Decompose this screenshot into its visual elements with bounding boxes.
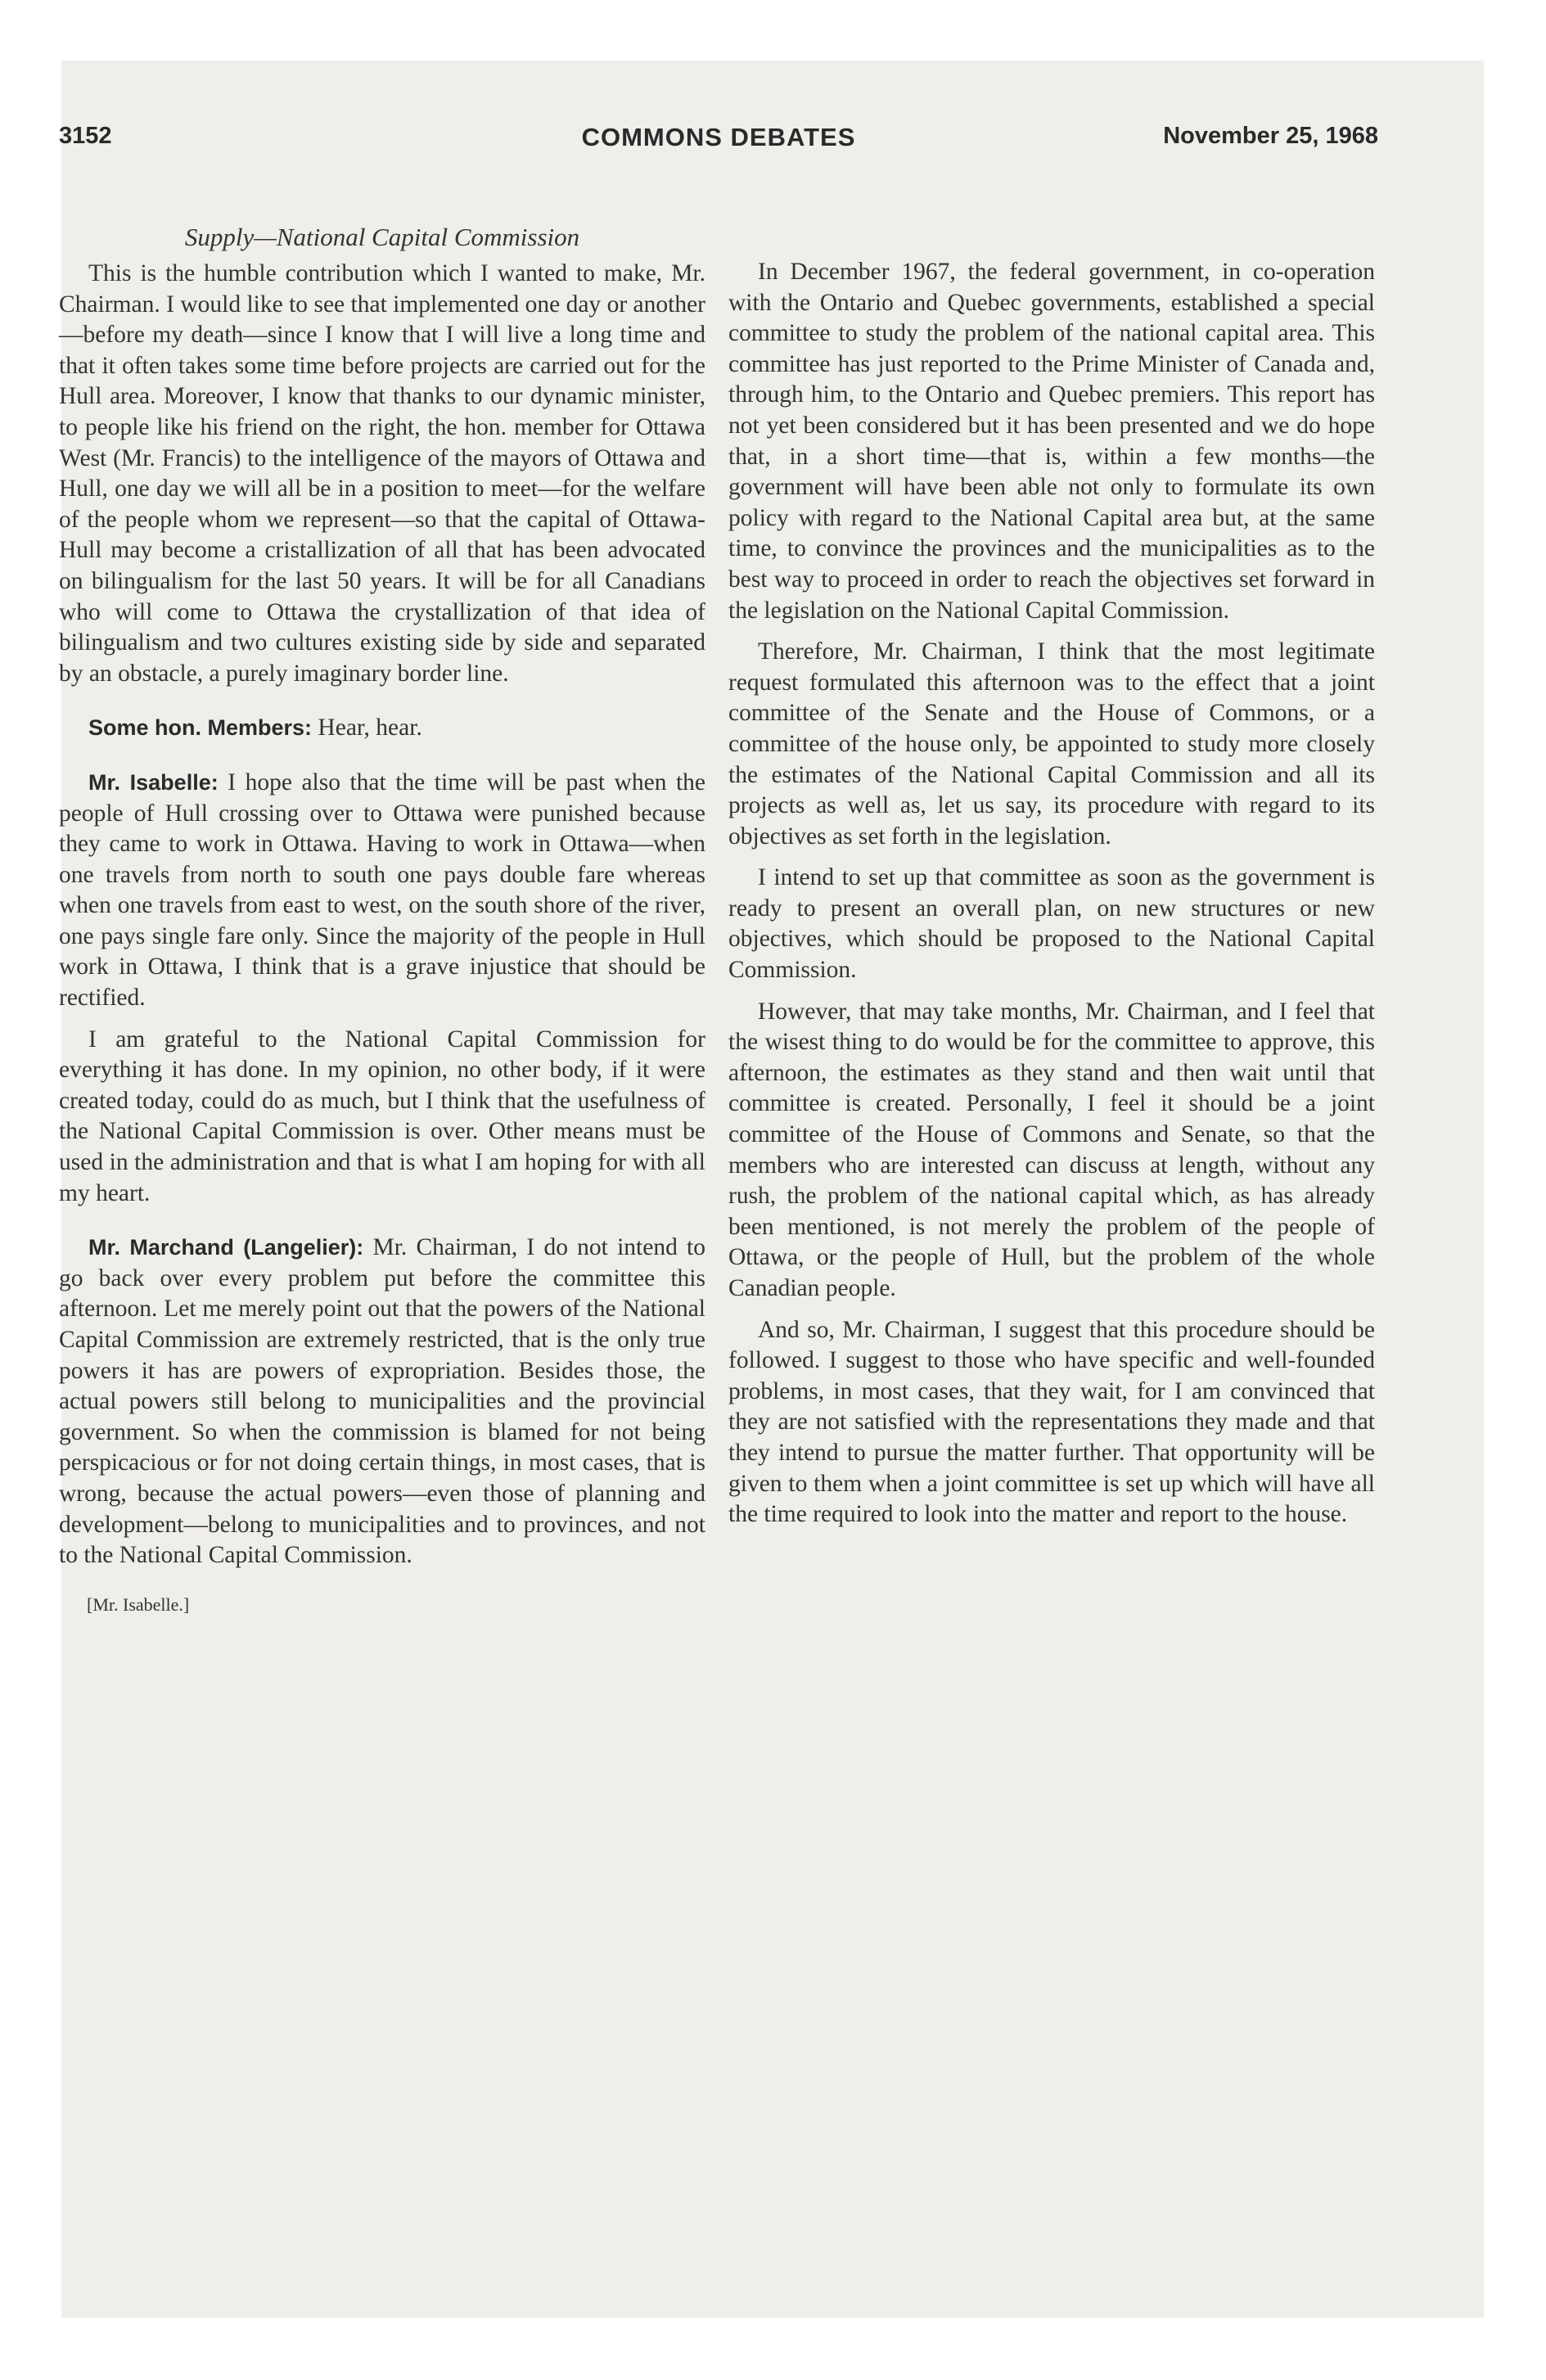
section-title: Supply—National Capital Commission (184, 223, 580, 251)
speaker-name: Mr. Isabelle: (88, 769, 219, 795)
speaker-name: Some hon. Members: (88, 715, 313, 741)
speech-paragraph (59, 1233, 705, 1571)
page-header (59, 123, 1378, 162)
speech-paragraph (59, 768, 705, 1014)
paragraph: However, that may take months, Mr. Chairman, and I feel that the wisest thing to do would be for the committee to approve, this afternoon, the estimates as they stand and then wait until that committee is created. Personally, I feel it should be a joint committee of the House of Commons and Senate, so that the members who are interested can discuss at length, without any rush, the problem of the national capital which, as has already been mentioned, is not merely the problem of the people of Ottawa, or the people of Hull, but the problem of the whole Canadian people. (728, 998, 1375, 1301)
speech-text: Hear, hear. (318, 714, 422, 741)
left-column (59, 259, 705, 1620)
page-date: November 25, 1968 (1163, 123, 1378, 149)
journal-title: COMMONS DEBATES (581, 123, 856, 151)
speech-paragraph (59, 713, 705, 744)
paragraph: Therefore, Mr. Chairman, I think that the most legitimate request formulated this afternoon was to the effect that a joint committee of the Senate and the House of Commons, or a committee of the house only, be appointed to study more closely the estimates of the National Capital Commission and all its projects as well as, let us say, its procedure with regard to its objectives as set forth in the legislation. (728, 638, 1375, 850)
footer-reference: [Mr. Isabelle.] (87, 1593, 190, 1615)
right-column (728, 257, 1375, 1541)
paragraph: In December 1967, the federal government, in co-operation with the Ontario and Quebec governments, established a special committee to study the problem of the national capital area. This committee has just reported to the Prime Minister of Canada and, through him, to the Ontario and Quebec premiers. This report has not yet been considered but it has been presented and we do hope that, in a short time—that is, within a few months—the government will have been able not only to formulate its own policy with regard to the National Capital area but, at the same time, to convince the provinces and the municipalities as to the best way to proceed in order to reach the objectives set forward in the legislation on the National Capital Commission. (728, 259, 1375, 624)
speech-text: I hope also that the time will be past when the people of Hull crossing over to Ottawa were punished because they came to work in Ottawa. Having to work in Ottawa—when one travels from north to south one pays double fare whereas when one travels from east to west, on the south shore of the river, one pays single fare only. Since the majority of the people in Hull work in Ottawa, I think that is a grave injustice that should be rectified. (59, 769, 706, 1012)
paragraph: I intend to set up that committee as soon as the government is ready to present an overall plan, on new structures or new objectives, which should be proposed to the National Capital Commission. (728, 864, 1375, 984)
paragraph: This is the humble contribution which I wanted to make, Mr. Chairman. I would like to see that implemented one day or another—before my death—since I know that I will live a long time and that it often takes some time before projects are carried out for the Hull area. Moreover, I know that thanks to our dynamic minister, to people like his friend on the right, the hon. member for Ottawa West (Mr. Francis) to the intelligence of the mayors of Ottawa and Hull, one day we will all be in a position to meet—for the welfare of the people whom we represent—so that the capital of Ottawa-Hull may become a cristallization of all that has been advocated on bilingualism for the last 50 years. It will be for all Canadians who will come to Ottawa the crystallization of that idea of bilingualism and two cultures existing side by side and separated by an obstacle, a purely imaginary border line. (59, 260, 705, 687)
speech-text: Mr. Chairman, I do not intend to go back over every problem put before the committee this afternoon. Let me merely point out that the powers of the National Capital Commission are extremely restricted, that is the only true powers it has are powers of expropriation. Besides those, the actual powers still belong to municipalities and the provincial government. So when the commission is blamed for not being perspicacious or for not doing certain things, in most cases, that is wrong, because the actual powers—even those of planning and development—belong to municipalities and to provinces, and not to the National Capital Commission. (59, 1234, 705, 1569)
paragraph: I am grateful to the National Capital Commission for everything it has done. In my opinion, no other body, if it were created today, could do as much, but I think that the usefulness of the National Capital Commission is over. Other means must be used in the administration and that is what I am hoping for with all my heart. (59, 1025, 705, 1206)
page-number: 3152 (59, 123, 112, 149)
speaker-name: Mr. Marchand (Langelier): (88, 1235, 364, 1260)
paragraph: And so, Mr. Chairman, I suggest that this procedure should be followed. I suggest to those who have specific and well-founded problems, in most cases, that they wait, for I am convinced that they are not satisfied with the representations they made and that they intend to pursue the matter further. That opportunity will be given to them when a joint committee is set up which will have all the time required to look into the matter and report to the house. (728, 1316, 1375, 1528)
